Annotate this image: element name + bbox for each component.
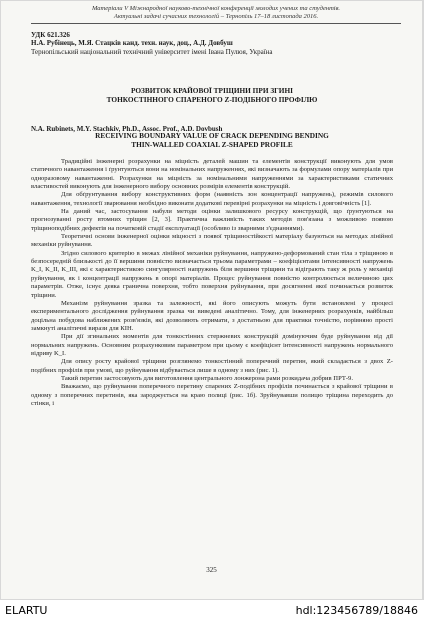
paragraph: При дії згинальних моментів для тонкостінних стержневих конструкцій домінуючим буде руйнування від дії нормальних напружень. Основним розрахунковим параметром при цьому є коефіцієнт інтенсивності напружень нормального відриву K_I. (31, 333, 393, 357)
handle-identifier: hdl:123456789/18846 (295, 604, 418, 617)
paragraph: Вважаємо, що руйнування поперечного перетину спарених Z-подібних профілів починається з крайової тріщини в одному з поперечних перетинів, яка зароджується на краю полиці (рис. 1б). Зруйнувавши полицю тріщина переходить до стінки, і (31, 383, 393, 407)
udk-code: УДК 621.326 (31, 31, 70, 39)
document-page (1, 1, 422, 599)
paragraph: Теоретичні основи інженерної оцінки міцності з появої тріщиностійкості матеріалу базуються на методах лінійної механіки руйнування. (31, 233, 393, 249)
paragraph: Такий перетин застосовують для виготовлення центрального лонжерона рами розкидача добрив ПРТ-9. (61, 374, 353, 382)
repository-name: ELARTU (5, 604, 48, 617)
affiliation: Тернопільський національний технічний університет імені Івана Пулюя, Україна (31, 48, 273, 56)
repository-footer (0, 600, 424, 620)
paragraph: Для обґрунтування вибору конструктивних форм (наявність зон концентрації напружень), режимів силового навантаження, технології зварювання необхідно виконати додаткові перевірні розрахунки на міцність і довговічність [1]. (31, 191, 393, 207)
title-en-line-2: THIN-WALLED COAXIAL Z-SHAPED PROFILE (131, 139, 293, 149)
title-english (61, 132, 363, 149)
title-en-line-1: RECEIVING BOUNDARY VALUE OF CRACK DEPENDING BENDING (95, 131, 329, 140)
title-ua-line-2: ТОНКОСТІННОГО СПАРЕНОГО Z-ПОДІБНОГО ПРОФІЛЮ (106, 94, 318, 104)
title-ua-line-1: РОЗВИТОК КРАЙОВОЇ ТРІЩИНИ ПРИ ЗГИНІ (130, 86, 294, 95)
conference-header (31, 5, 401, 21)
article-body (31, 158, 393, 408)
paragraph: Згідно силового критерію в межах лінійної механіки руйнування, напружено-деформований стан тіла з тріщиною в безпосередній близькості до її вершини повністю визначається трьома параметрами – коефіцієнтами інтенсивності напружень K_I, K_II, K_III, які є характеристикою сингулярності напружень біля вершини тріщини та відіграють таку ж роль у механіці руйнування, як і концентрації напружень в опорі матеріалів. Процес руйнування повністю контролюється величиною цих параметрів. Отже, існує деяка гранична поверхня, тобто поверхня руйнування, при досягненні якої починається розвиток тріщини. (31, 249, 393, 299)
header-divider (31, 23, 401, 24)
paragraph: Традиційні інженерні розрахунки на міцність деталей машин та елементів конструкції виконують для умов статичного навантаження і ґрунтуються вони на номінальних напруженнях, які визначають за формулами опору матеріалів при одноразовому навантаженні. Розрахунки на міцність за номінальними напруженнями за характеристиками статичних властивостей виконують для інженерного вибору основних розмірів елементів конструкцій. (31, 158, 393, 191)
authors-ukrainian: Н.А. Рубінець, М.Я. Стацків канд. техн. наук, доц., А.Д. Довбуш (31, 39, 233, 47)
header-line-1: Матеріали V Міжнародної науково-технічної конференції молодих учених та студентів. (91, 5, 341, 12)
authors-english: N.A. Rubinets, M.Y. Stachkiv, Ph.D., Assoc. Prof., A.D. Dovbush (31, 125, 223, 133)
title-ukrainian (61, 87, 363, 104)
paragraph: Механізм руйнування зразка та залежності, які його описують можуть бути встановлені у процесі експериментального дослідження руйнування зразка чи виведені аналітично. Тому, для інженерних розрахунків, найбільш доцільна побудова наближених розв'язків, які дозволяють отримати, з достатньою для практики точністю, порівняно прості замкнуті аналітичні вирази для КІН. (31, 299, 393, 332)
header-line-2: Актуальні задачі сучасних технологій – Тернопіль 17–18 листопада 2016. (113, 12, 319, 20)
paragraph: На даний час, застосування набули методи оцінки залишкового ресурсу конструкцій, що ґрунтуються на прогнозуванні росту втомних тріщин [2, 3]. Практична важливість таких методів пов'язана з можливою появою тріщиноподібних дефектів на початковій стадії експлуатації (особливо із зварними з'єднаннями). (31, 208, 393, 232)
paragraph: Для опису росту крайової тріщини розглянемо тонкостінний поперечний перетин, який складається з двох Z-подібних профілів при умові, що руйнування відбувається лише в одному з них (рис. 1). (31, 358, 393, 374)
page-number: 325 (206, 566, 217, 574)
